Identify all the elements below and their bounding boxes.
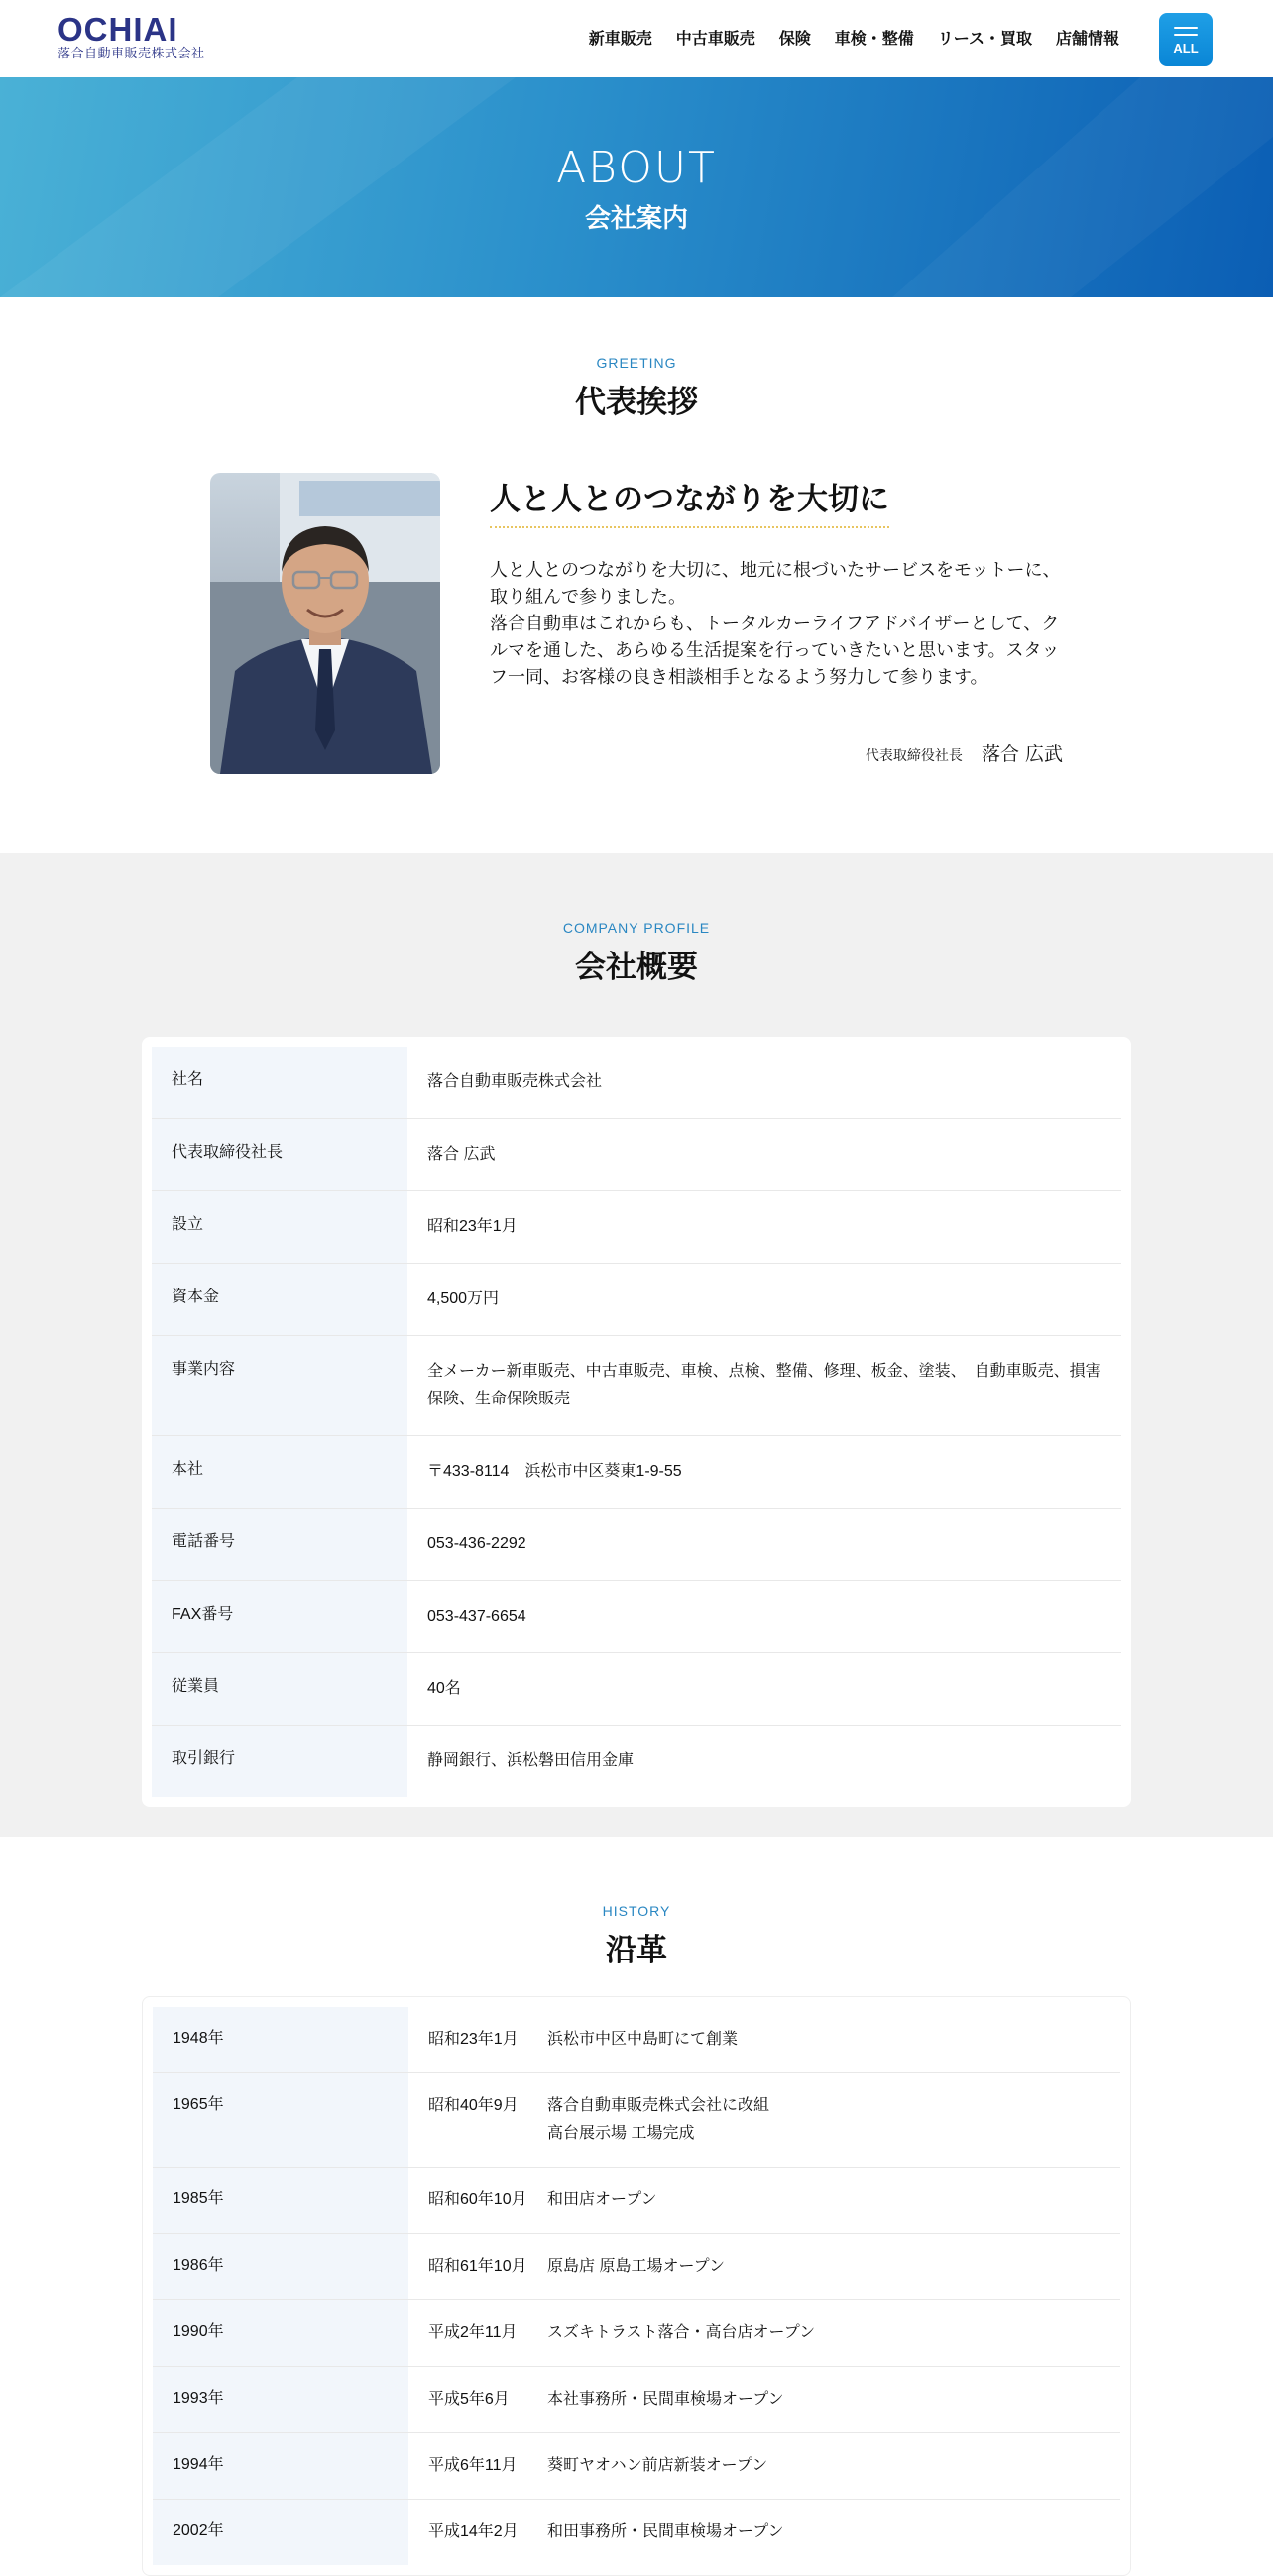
history-year: 1985年 xyxy=(153,2168,408,2233)
page-hero xyxy=(0,77,1273,297)
history-events xyxy=(547,2092,1100,2148)
greeting-headline: 人と人とのつながりを大切に xyxy=(490,474,889,528)
table-row xyxy=(153,2073,1120,2168)
history-event: 本社事務所・民間車検場オープン xyxy=(547,2391,784,2408)
table-row xyxy=(153,2367,1120,2433)
nav-inspection[interactable]: 車検・整備 xyxy=(834,29,914,48)
row-label: 本社 xyxy=(152,1436,407,1508)
history-events xyxy=(547,2519,1100,2546)
table-row xyxy=(152,1726,1121,1797)
signature-name: 落合 広武 xyxy=(981,743,1063,765)
history-events xyxy=(547,2386,1100,2413)
row-value: 落合 広武 xyxy=(427,1146,496,1163)
history-detail xyxy=(408,2367,1120,2432)
row-label: 代表取締役社長 xyxy=(152,1119,407,1190)
table-row xyxy=(153,2433,1120,2500)
history-event: スズキトラスト落合・高台店オープン xyxy=(547,2324,816,2341)
row-value: 053-436-2292 xyxy=(427,1535,526,1552)
row-label: 資本金 xyxy=(152,1264,407,1335)
history-heading: 沿革 xyxy=(606,1933,667,1968)
nav-lease[interactable]: リース・買取 xyxy=(937,29,1032,48)
row-value: 落合自動車販売株式会社 xyxy=(427,1073,603,1090)
row-value: 4,500万円 xyxy=(427,1290,500,1307)
history-events xyxy=(547,2186,1100,2214)
table-row xyxy=(153,2168,1120,2234)
greeting-signature xyxy=(490,739,1063,766)
history-detail xyxy=(408,2300,1120,2366)
history-table xyxy=(142,1996,1131,2576)
logo-company-name: 落合自動車販売株式会社 xyxy=(58,47,205,61)
history-event: 原島店 原島工場オープン xyxy=(547,2258,726,2275)
history-detail xyxy=(408,2500,1120,2565)
table-row xyxy=(153,2300,1120,2367)
profile-heading: 会社概要 xyxy=(575,950,698,985)
history-year: 1993年 xyxy=(153,2367,408,2432)
row-value: 昭和23年1月 xyxy=(427,1218,518,1235)
menu-button[interactable] xyxy=(1159,13,1213,66)
table-row xyxy=(152,1264,1121,1336)
row-value: 全メーカー新車販売、中古車販売、車検、点検、整備、修理、板金、塗装、 自動車販売、損害保険、生命保険販売 xyxy=(427,1363,1101,1407)
history-era: 昭和60年10月 xyxy=(428,2191,527,2208)
greeting-label-en: GREETING xyxy=(596,355,677,371)
greeting-heading: 代表挨拶 xyxy=(575,385,698,420)
table-row xyxy=(152,1047,1121,1119)
history-year: 1965年 xyxy=(153,2073,408,2167)
history-era: 平成5年6月 xyxy=(428,2391,510,2408)
nav-insurance[interactable]: 保険 xyxy=(778,29,811,48)
history-detail xyxy=(408,2168,1120,2233)
history-events xyxy=(547,2253,1100,2281)
history-era: 平成2年11月 xyxy=(428,2324,518,2341)
site-header xyxy=(0,0,1273,77)
table-row xyxy=(152,1191,1121,1264)
history-event: 浜松市中区中島町にて創業 xyxy=(547,2031,739,2048)
nav-used-car[interactable]: 中古車販売 xyxy=(675,29,755,48)
table-row xyxy=(152,1653,1121,1726)
history-detail xyxy=(408,2234,1120,2299)
history-event: 和田店オープン xyxy=(547,2191,657,2208)
logo-wordmark: OCHIAI xyxy=(58,11,178,48)
table-row xyxy=(153,2007,1120,2073)
nav-stores[interactable]: 店舗情報 xyxy=(1055,29,1119,48)
history-events xyxy=(547,2026,1100,2054)
signature-title: 代表取締役社長 xyxy=(865,748,963,764)
row-value: 静岡銀行、浜松磐田信用金庫 xyxy=(427,1752,635,1769)
row-label: 社名 xyxy=(152,1047,407,1118)
history-era: 昭和40年9月 xyxy=(428,2097,519,2114)
row-value: 053-437-6654 xyxy=(427,1608,526,1624)
history-event: 和田事務所・民間車検場オープン xyxy=(547,2523,784,2540)
history-event: 葵町ヤオハン前店新装オープン xyxy=(547,2457,768,2474)
history-event: 落合自動車販売株式会社に改組 xyxy=(547,2097,770,2114)
history-detail xyxy=(408,2433,1120,2499)
history-events xyxy=(547,2319,1100,2347)
president-photo xyxy=(210,473,440,774)
history-era: 昭和61年10月 xyxy=(428,2258,527,2275)
site-logo[interactable] xyxy=(58,11,205,62)
table-row xyxy=(152,1509,1121,1581)
history-year: 1948年 xyxy=(153,2007,408,2072)
history-year: 1994年 xyxy=(153,2433,408,2499)
menu-button-label: ALL xyxy=(1173,41,1199,56)
history-era: 昭和23年1月 xyxy=(428,2031,519,2048)
nav-new-car[interactable]: 新車販売 xyxy=(588,29,652,48)
history-label-en: HISTORY xyxy=(602,1903,671,1919)
row-label: 設立 xyxy=(152,1191,407,1263)
company-profile-table xyxy=(142,1037,1131,1807)
history-year: 1986年 xyxy=(153,2234,408,2299)
row-label: 従業員 xyxy=(152,1653,407,1725)
table-row xyxy=(152,1119,1121,1191)
history-event: 高台展示場 工場完成 xyxy=(547,2125,695,2142)
hamburger-icon xyxy=(1174,27,1198,41)
row-label: 事業内容 xyxy=(152,1336,407,1435)
table-row xyxy=(152,1336,1121,1436)
table-row xyxy=(153,2234,1120,2300)
row-label: 電話番号 xyxy=(152,1509,407,1580)
row-label: FAX番号 xyxy=(152,1581,407,1652)
history-year: 2002年 xyxy=(153,2500,408,2565)
row-label: 取引銀行 xyxy=(152,1726,407,1797)
history-events xyxy=(547,2452,1100,2480)
page-subtitle: 会社案内 xyxy=(584,204,688,234)
history-year: 1990年 xyxy=(153,2300,408,2366)
history-era: 平成14年2月 xyxy=(428,2523,519,2540)
table-row xyxy=(152,1581,1121,1653)
history-detail xyxy=(408,2073,1120,2167)
profile-label-en: COMPANY PROFILE xyxy=(562,920,711,936)
global-nav xyxy=(577,26,1131,49)
row-value: 40名 xyxy=(427,1680,461,1697)
row-value: 〒433-8114 浜松市中区葵東1-9-55 xyxy=(427,1463,682,1480)
table-row xyxy=(153,2500,1120,2565)
history-era: 平成6年11月 xyxy=(428,2457,518,2474)
history-detail xyxy=(408,2007,1120,2072)
greeting-body: 人と人とのつながりを大切に、地元に根づいたサービスをモットーに、取り組んで参りました。 落合自動車はこれからも、トータルカーライフアドバイザーとして、クルマを通した、あらゆる生活提案を行っていきたいと思います。スタッフ一同、お客様の良き相談相手となるよう努力して参ります。 xyxy=(490,560,1061,688)
table-row xyxy=(152,1436,1121,1509)
page-title: ABOUT xyxy=(556,143,717,193)
